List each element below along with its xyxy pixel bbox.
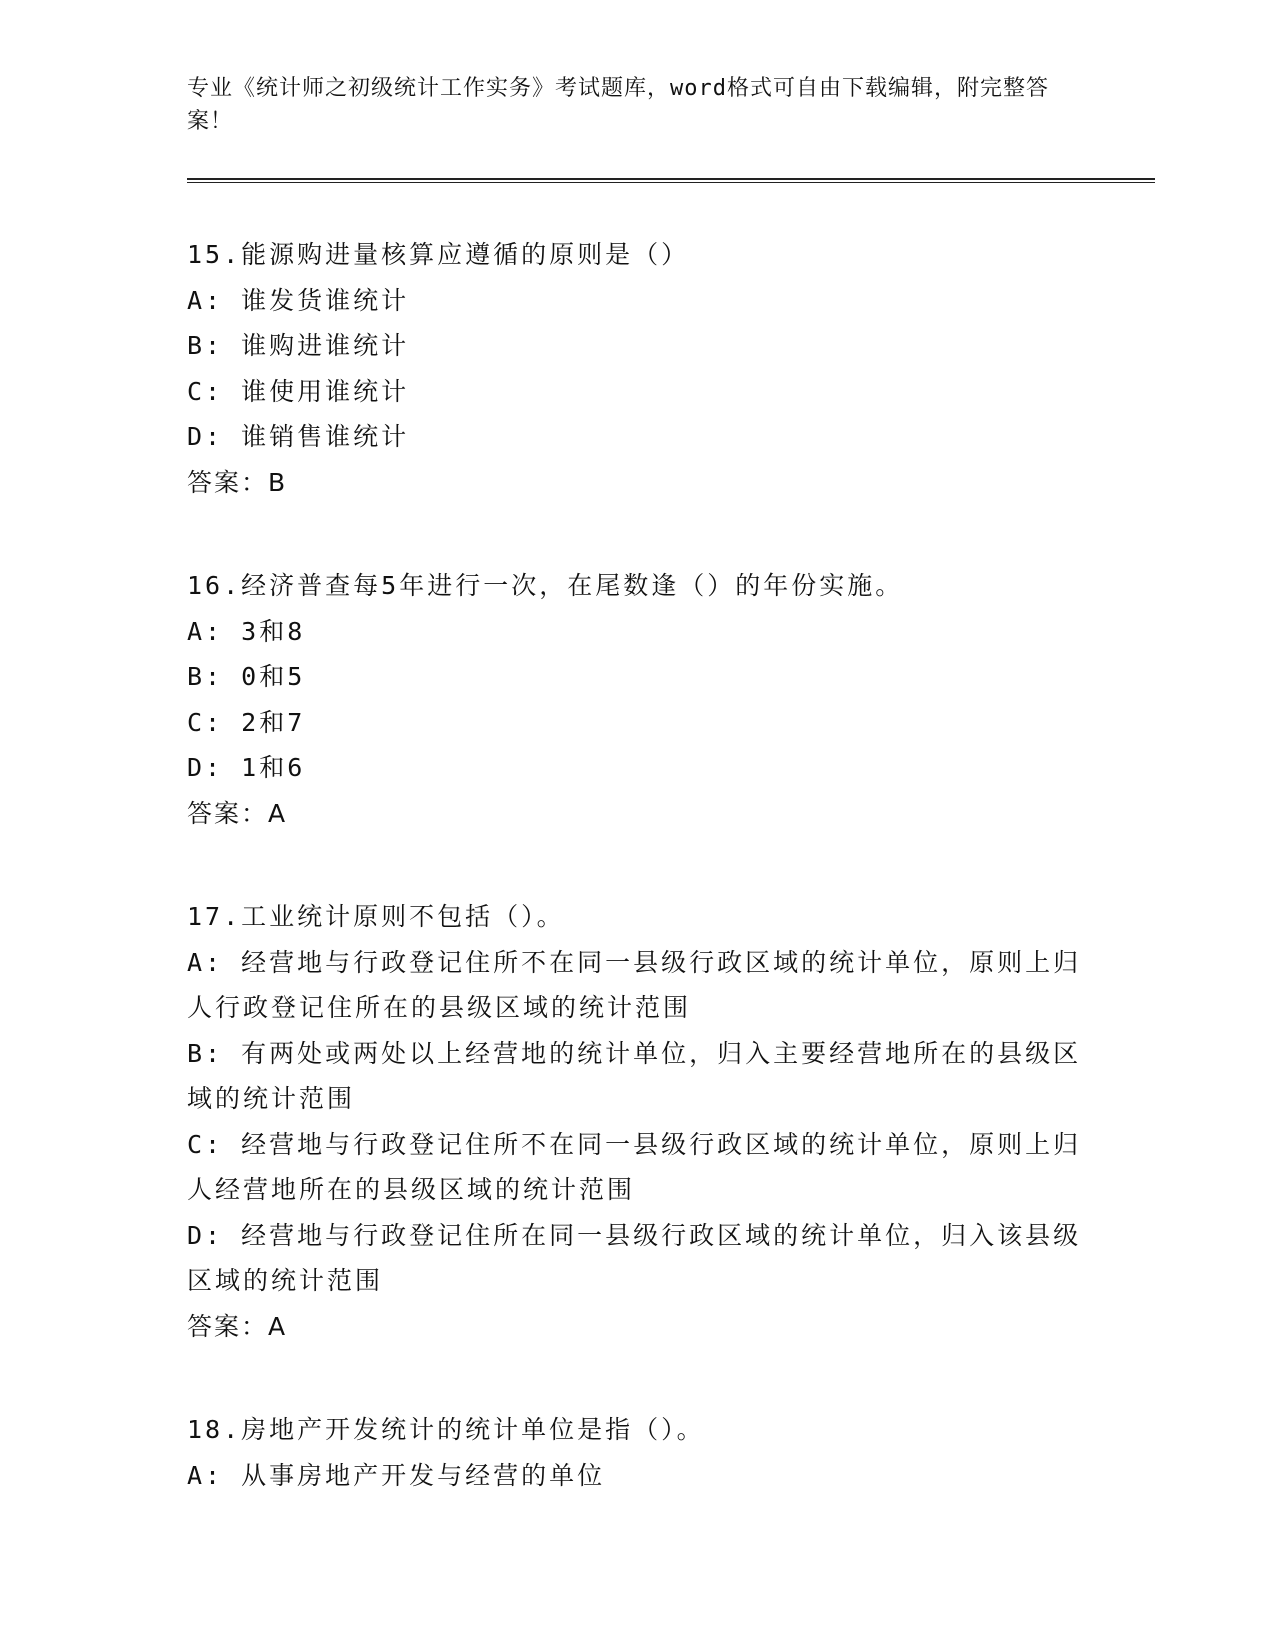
question-16	[187, 563, 1087, 836]
document-header	[187, 72, 1067, 138]
divider-thin-line	[187, 182, 1155, 183]
header-text: 专业《统计师之初级统计工作实务》考试题库，word格式可自由下载编辑，附完整答案！	[187, 76, 1049, 134]
header-divider	[187, 178, 1155, 185]
question-stem: 15.能源购进量核算应遵循的原则是（）	[187, 240, 690, 269]
option-a: A: 谁发货谁统计	[187, 285, 410, 315]
option-c: C: 2和7	[187, 707, 306, 737]
option-a: A: 从事房地产开发与经营的单位	[187, 1460, 606, 1490]
answer-line: 答案：A	[187, 798, 288, 828]
option-d: D: 1和6	[187, 753, 306, 782]
question-stem: 16.经济普查每5年进行一次，在尾数逢（）的年份实施。	[187, 571, 904, 600]
option-c: C: 经营地与行政登记住所不在同一县级行政区域的统计单位，原则上归人经营地所在的县级区域的统计范围	[187, 1129, 1082, 1204]
question-stem: 17.工业统计原则不包括（）。	[187, 902, 565, 931]
question-15	[187, 232, 1087, 505]
question-list	[187, 232, 1087, 1556]
option-a: A: 3和8	[187, 616, 306, 646]
question-18	[187, 1407, 1087, 1498]
divider-thick-line	[187, 178, 1155, 180]
option-d: D: 经营地与行政登记住所在同一县级行政区域的统计单位，归入该县级区域的统计范围	[187, 1220, 1082, 1295]
answer-line: 答案：B	[187, 467, 288, 497]
option-a: A: 经营地与行政登记住所不在同一县级行政区域的统计单位，原则上归人行政登记住所在的县级区域的统计范围	[187, 947, 1082, 1022]
answer-line: 答案：A	[187, 1311, 288, 1341]
question-17	[187, 894, 1087, 1349]
option-b: B: 0和5	[187, 662, 306, 691]
option-c: C: 谁使用谁统计	[187, 376, 410, 406]
option-b: B: 谁购进谁统计	[187, 331, 410, 360]
question-stem: 18.房地产开发统计的统计单位是指（）。	[187, 1415, 705, 1444]
option-b: B: 有两处或两处以上经营地的统计单位，归入主要经营地所在的县级区域的统计范围	[187, 1038, 1082, 1113]
option-d: D: 谁销售谁统计	[187, 422, 410, 451]
